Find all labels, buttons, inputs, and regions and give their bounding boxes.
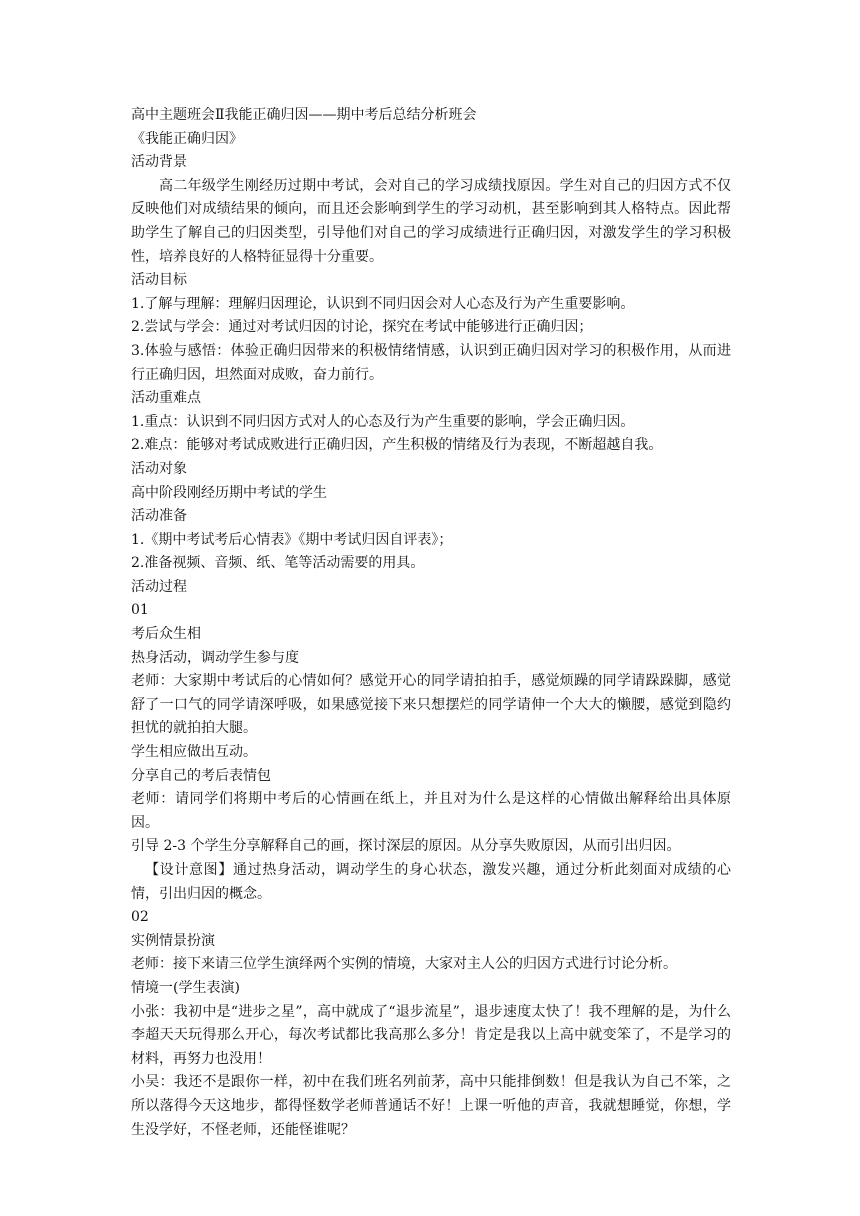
goal-item: 3.体验与感悟：体验正确归因带来的积极情绪情感，认识到正确归因对学习的积极作用，从而进行正确归因，坦然面对成败，奋力前行。 bbox=[131, 342, 731, 383]
prep-item: 1.《期中考试考后心情表》《期中考试归因自评表》； bbox=[131, 531, 453, 548]
process-heading: 活动过程 bbox=[131, 578, 187, 595]
guide-line: 引导 2-3 个学生分享解释自己的画，探讨深层的原因。从分享失败原因，从而引出归因。 bbox=[131, 838, 681, 855]
document-subtitle: 《我能正确归因》 bbox=[131, 130, 243, 147]
section-title: 实例情景扮演 bbox=[131, 932, 215, 949]
goal-item: 1.了解与理解：理解归因理论，认识到不同归因会对人心态及行为产生重要影响。 bbox=[131, 295, 635, 312]
goal-item: 2.尝试与学会：通过对考试归因的讨论，探究在考试中能够进行正确归因； bbox=[131, 319, 593, 336]
target-heading: 活动对象 bbox=[131, 460, 187, 477]
document-title: 高中主题班会Ⅱ我能正确归因——期中考后总结分析班会 bbox=[131, 107, 477, 123]
keypoint-item: 1.重点：认识到不同归因方式对人的心态及行为产生重要的影响，学会正确归因。 bbox=[131, 413, 635, 430]
teacher-line: 老师：接下来请三位学生演绎两个实例的情境，大家对主人公的归因方式进行讨论分析。 bbox=[131, 956, 677, 973]
section-number: 01 bbox=[131, 602, 149, 619]
background-heading: 活动背景 bbox=[131, 154, 187, 171]
dialogue-wu: 小吴：我还不是跟你一样，初中在我们班名列前茅，高中只能排倒数！但是我认为自己不笨，之所以落得今天这地步，都得怪数学老师普通话不好！上课一听他的声音，我就想睡觉，你想，学生没学好，不怪老师，还能怪谁呢？ bbox=[131, 1074, 731, 1138]
prep-heading: 活动准备 bbox=[131, 508, 187, 525]
subsection-title: 分享自己的考后表情包 bbox=[131, 767, 271, 784]
keypoint-item: 2.难点：能够对考试成败进行正确归因，产生积极的情绪及行为表现，不断超越自我。 bbox=[131, 437, 663, 454]
dialogue-zhang: 小张：我初中是“进步之星”，高中就成了“退步流星”，退步速度太快了！我不理解的是，为什么李超天天玩得那么开心，每次考试都比我高那么多分！肯定是我以上高中就变笨了，不是学习的材料，再努力也没用！ bbox=[131, 1003, 731, 1067]
document-page bbox=[131, 104, 731, 1142]
goals-heading: 活动目标 bbox=[131, 272, 187, 289]
teacher-line: 老师：请同学们将期中考后的心情画在纸上，并且对为什么是这样的心情做出解释给出具体原因。 bbox=[131, 791, 731, 831]
design-intent: 【设计意图】通过热身活动，调动学生的身心状态，激发兴趣，通过分析此刻面对成绩的心情，引出归因的概念。 bbox=[131, 862, 731, 902]
students-line: 学生相应做出互动。 bbox=[131, 744, 257, 761]
prep-item: 2.准备视频、音频、纸、笔等活动需要的用具。 bbox=[131, 555, 425, 572]
background-paragraph: 高二年级学生刚经历过期中考试，会对自己的学习成绩找原因。学生对自己的归因方式不仅反映他们对成绩结果的倾向，而且还会影响到学生的学习动机，甚至影响到其人格特点。因此帮助学生了解自己的归因类型，引导他们对自己的学习成绩进行正确归因，对激发学生的学习积极性，培养良好的人格特征显得十分重要。 bbox=[131, 177, 731, 265]
teacher-line: 老师：大家期中考试后的心情如何？感觉开心的同学请拍拍手，感觉烦躁的同学请跺跺脚，感觉舒了一口气的同学请深呼吸，如果感觉接下来只想摆烂的同学请伸一个大大的懒腰，感觉到隐约担忧的就拍拍大腿。 bbox=[131, 673, 731, 737]
section-number: 02 bbox=[131, 909, 149, 926]
target-text: 高中阶段刚经历期中考试的学生 bbox=[131, 484, 327, 501]
section-title: 考后众生相 bbox=[131, 626, 201, 643]
scene-title: 情境一(学生表演) bbox=[131, 979, 240, 996]
subsection-title: 热身活动，调动学生参与度 bbox=[131, 649, 299, 666]
keypoints-heading: 活动重难点 bbox=[131, 390, 201, 407]
